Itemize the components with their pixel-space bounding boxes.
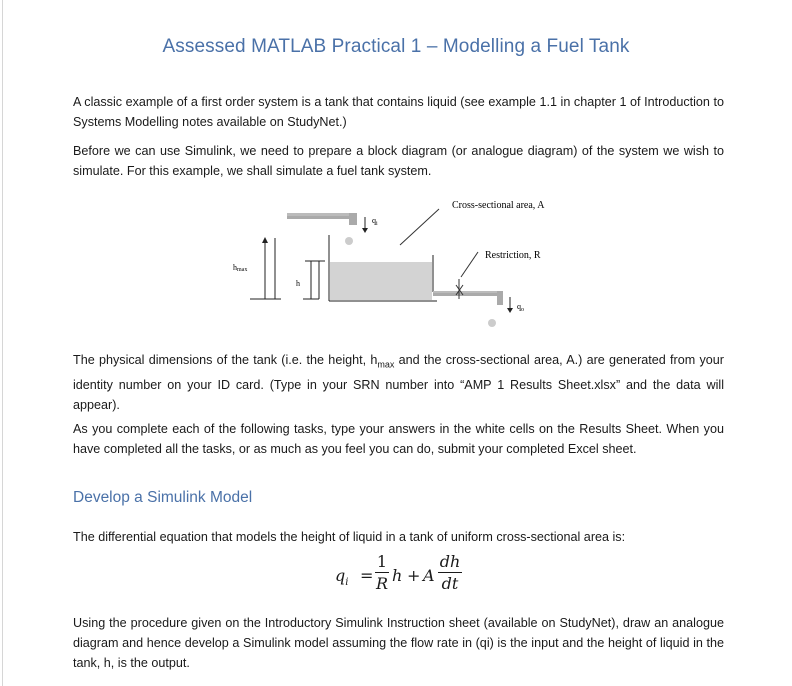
- eq-fraction-1-over-r: 1 R: [375, 552, 389, 593]
- label-qi: $q_i$: [372, 216, 378, 227]
- paragraph-tasks: As you complete each of the following tasks, type your answers in the white cells on the Results Sheet. When you have completed all the tasks, or as much as you feel you can do, submit your completed Excel sheet.: [73, 422, 724, 456]
- label-cross-sectional-area: Cross-sectional area, A: [452, 200, 545, 211]
- eq-lhs: $q_i$: [335, 566, 349, 589]
- inflow-arrow-icon: [362, 217, 368, 233]
- outflow-arrow-icon: [507, 297, 513, 313]
- paragraph-differential-equation: The differential equation that models the height of liquid in a tank of uniform cross-sectional area is:: [73, 530, 626, 544]
- tank: [329, 235, 437, 301]
- label-qo: $q_o$: [517, 302, 524, 313]
- eq-plus: +: [407, 566, 421, 585]
- differential-equation: [335, 552, 475, 604]
- label-restriction: Restriction, R: [485, 250, 541, 261]
- eq-h: h: [392, 566, 403, 585]
- fuel-tank-diagram: [225, 195, 590, 335]
- h-dimension: [303, 261, 325, 299]
- label-hmax: hmax: [233, 263, 248, 273]
- paragraph-procedure: Using the procedure given on the Introductory Simulink Instruction sheet (available on StudyNet), draw an analogue diagram and hence develop a Simulink model assuming the flow rate in (qi) is the input and the height of liquid in the tank, h, is the output.: [73, 616, 724, 670]
- restriction-pointer-line: [461, 252, 478, 277]
- paragraph-physical-dimensions: The physical dimensions of the tank (i.e. the height, $h_{max}$ and the cross-sectional area, A.) are generated from your identity number on your ID card. (Type in your SRN number into “AMP 1 Results Sheet.xlsx” and the data will appear).: [73, 353, 724, 412]
- label-h: h: [296, 279, 300, 288]
- hmax-dimension: [250, 237, 281, 299]
- eq-equals: =: [360, 566, 374, 585]
- eq-a: A: [423, 566, 435, 585]
- eq-fraction-dh-dt: dh dt: [439, 552, 461, 593]
- area-pointer-line: [400, 209, 439, 245]
- inlet-pipe: [287, 213, 357, 225]
- section-heading: Develop a Simulink Model: [73, 489, 253, 506]
- page-edge-rule: [2, 0, 3, 686]
- document-title: Assessed MATLAB Practical 1 – Modelling a Fuel Tank: [162, 36, 630, 57]
- inflow-droplet: [345, 237, 353, 245]
- paragraph-simulink-prep: Before we can use Simulink, we need to prepare a block diagram (or analogue diagram) of the system we wish to simulate. For this example, we shall simulate a fuel tank system.: [73, 144, 724, 178]
- outflow-droplet: [488, 319, 496, 327]
- paragraph-intro: A classic example of a first order system is a tank that contains liquid (see example 1.1 in chapter 1 of Introduction to Systems Modelling notes available on StudyNet.): [73, 95, 724, 129]
- outlet-pipe: [433, 291, 503, 305]
